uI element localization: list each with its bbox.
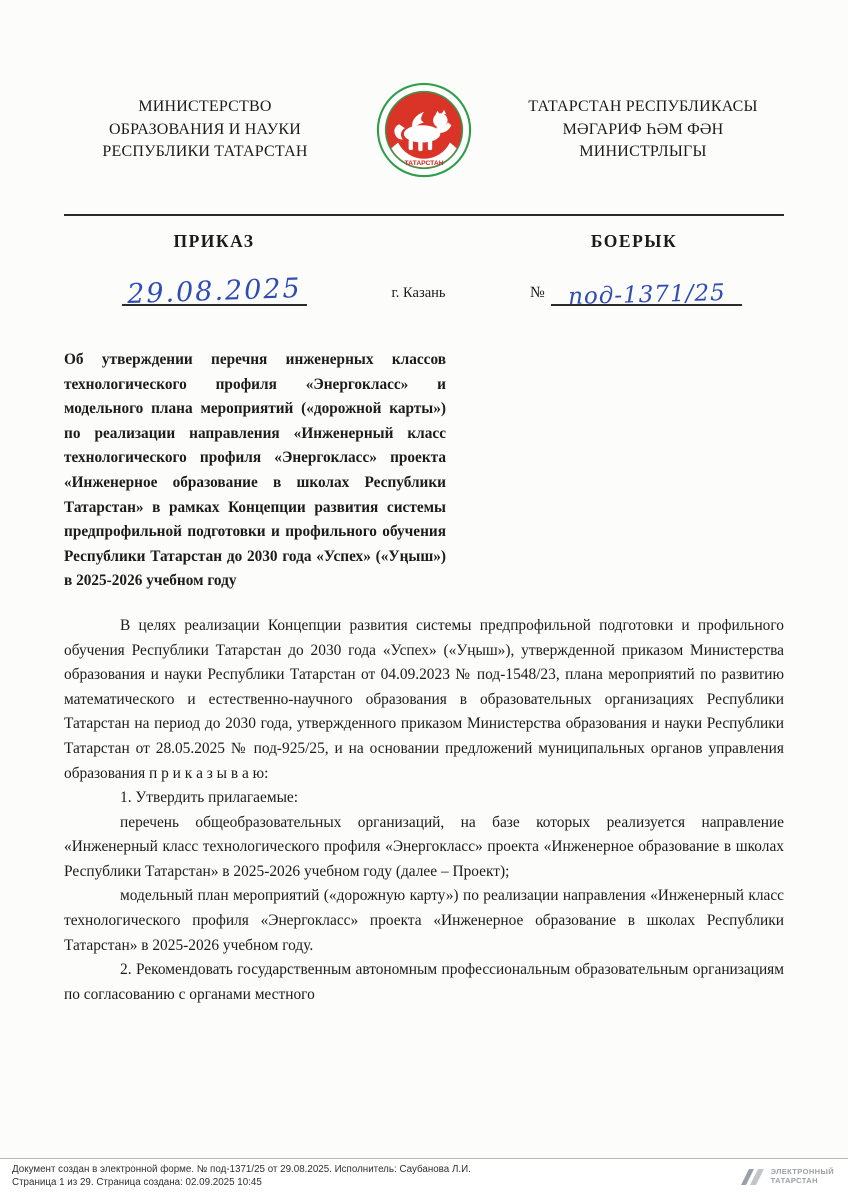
footer-document-info (12, 1164, 471, 1189)
letterhead (64, 0, 784, 178)
ministry-name-tt-line2: МӘГАРИФ ҺӘМ ФӘН (562, 120, 724, 138)
body-paragraph-1: В целях реализации Концепции развития системы предпрофильной подготовки и профильного обучения Республики Татарстан до 2030 года «Успех» («Уңыш»), утвержденной приказом Министерства образования и науки Республики Татарстан от 04.09.2023 № под-1548/23, плана мероприятий по развитию математического и естественно-научного образования в образовательных организациях Республики Татарстан на период до 2030 года, утвержденного приказом Министерства образования и науки Республики Татарстан от 28.05.2025 № под-925/25, и на основании предложений муниципальных органов управления образования п р и к а з ы в а ю: (64, 616, 784, 782)
order-titles-row (64, 231, 784, 252)
emblem-band-text: ТАТАРСТАН (404, 160, 444, 168)
order-title-ru: ПРИКАЗ (173, 231, 255, 251)
body-paragraph-5: 2. Рекомендовать государственным автономным профессиональным образовательным организациям по согласованию с органами местного (64, 961, 784, 1003)
ministry-name-tt (502, 96, 784, 164)
order-subject: Об утверждении перечня инженерных классов технологического профиля «Энергокласс» и модельного плана мероприятий («дорожной карты») по реализации направления «Инженерный класс технологического профиля «Энергокласс» проекта «Инженерное образование в школах Республики Татарстан» в рамках Концепции развития системы предпрофильной подготовки и профильного обучения Республики Татарстан до 2030 года «Успех» («Уңыш») в 2025-2026 учебном году (64, 351, 446, 590)
electronic-tatarstan-logo-text (771, 1168, 834, 1185)
order-number-line (551, 278, 742, 311)
ministry-name-ru-line2: ОБРАЗОВАНИЯ И НАУКИ (109, 120, 301, 138)
body-paragraph-2: 1. Утвердить прилагаемые: (120, 789, 299, 807)
logo-text-line2: ТАТАРСТАН (770, 1175, 818, 1185)
ministry-name-ru-line1: МИНИСТЕРСТВО (138, 98, 272, 116)
footer-line2: Страница 1 из 29. Страница создана: 02.09.2025 10:45 (12, 1176, 262, 1188)
electronic-tatarstan-logo-icon (738, 1166, 766, 1188)
order-title-tt: БОЕРЫК (590, 231, 678, 251)
footer-line1: Документ создан в электронной форме. № под-1371/25 от 29.08.2025. Исполнитель: Саубанова Л.И. (12, 1164, 471, 1175)
order-date-line (122, 272, 307, 311)
body-paragraph-3: перечень общеобразовательных организаций, на базе которых реализуется направление «Инженерный класс технологического профиля «Энергокласс» проекта «Инженерное образование в школах Республики Татарстан» в 2025-2026 учебном году (далее – Проект); (64, 813, 784, 880)
footer-bar (0, 1158, 848, 1200)
order-body (64, 614, 784, 1008)
ministry-name-ru (64, 96, 346, 164)
order-date-handwritten: 29.08.2025 (126, 272, 303, 311)
header-divider (64, 214, 784, 216)
tatarstan-coat-of-arms-icon (376, 82, 472, 178)
ministry-name-tt-line3: МИНИСТРЛЫГЫ (579, 143, 707, 161)
order-number-handwritten: под-1371/25 (567, 279, 726, 311)
logo-text-line1: ЭЛЕКТРОННЫЙ (770, 1167, 834, 1176)
order-number-block (530, 278, 742, 311)
ministry-name-tt-line1: ТАТАРСТАН РЕСПУБЛИКАСЫ (528, 98, 758, 116)
order-number-prefix: № (530, 284, 545, 301)
body-paragraph-4: модельный план мероприятий («дорожную карту») по реализации направления «Инженерный класс технологического профиля «Энергокласс» проекта «Инженерное образование в школах Республики Татарстан» в 2025-2026 учебном году. (64, 887, 784, 954)
emblem-container (346, 82, 502, 178)
ministry-name-ru-line3: РЕСПУБЛИКИ ТАТАРСТАН (102, 143, 308, 161)
order-meta-row (64, 256, 784, 311)
order-city: г. Казань (391, 285, 446, 301)
electronic-tatarstan-logo (738, 1166, 838, 1188)
